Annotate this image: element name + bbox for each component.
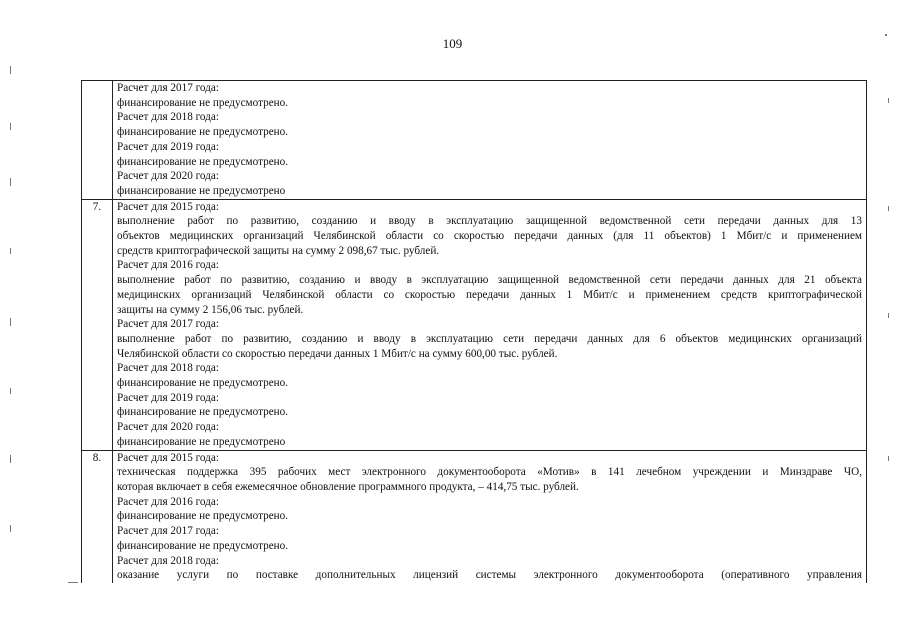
text-line: Расчет для 2018 года: [117, 111, 219, 124]
text-line: Расчет для 2017 года: [117, 318, 219, 331]
text-line: техническая поддержка 395 рабочих мест электронного документооборота «Мотив» в 141 лечебном учреждении и Минздраве ЧО, [117, 466, 862, 479]
text-line: финансирование не предусмотрено. [117, 96, 289, 109]
text-line: оказание услуги по поставке дополнительных лицензий системы электронного документооборота (оперативного управления [117, 569, 862, 582]
scan-margin-mark [888, 206, 889, 211]
text-line: выполнение работ по развитию, созданию и вводу в эксплуатацию защищенной ведомственной сети передачи данных для 21 объекта [117, 274, 862, 287]
text-line: Расчет для 2020 года: [117, 421, 219, 434]
row-number: 7. [82, 199, 113, 450]
scan-margin-mark [10, 123, 11, 130]
text-line: Расчет для 2015 года: [117, 451, 219, 464]
scan-margin-mark [10, 318, 11, 326]
text-line: финансирование не предусмотрено [117, 435, 286, 448]
row-number: 8. [82, 450, 113, 583]
scan-margin-mark [10, 525, 11, 532]
text-line: Расчет для 2016 года: [117, 495, 219, 508]
text-line: финансирование не предусмотрено. [117, 155, 289, 168]
text-line: защиты на сумму 2 156,06 тыс. рублей. [117, 303, 304, 316]
text-line: Расчет для 2019 года: [117, 140, 219, 153]
text-line: Расчет для 2015 года: [117, 200, 219, 213]
text-line: финансирование не предусмотрено [117, 184, 286, 197]
row-description [113, 199, 867, 450]
scan-margin-mark [888, 98, 889, 103]
page-number: 109 [442, 36, 463, 51]
row-description [113, 81, 867, 200]
table-row [82, 81, 867, 200]
scan-margin-mark [10, 66, 11, 74]
scan-margin-mark [885, 34, 887, 36]
scan-margin-mark [68, 582, 78, 583]
text-line: выполнение работ по развитию, созданию и вводу в эксплуатацию сети передачи данных для 6 объектов медицинских организаций [117, 332, 862, 345]
table-row [82, 450, 867, 583]
text-line: Челябинской области со скоростью передачи данных 1 Мбит/с на сумму 600,00 тыс. рублей. [117, 347, 558, 360]
scan-margin-mark [10, 178, 11, 186]
text-line: Расчет для 2020 года: [117, 170, 219, 183]
text-line: Расчет для 2016 года: [117, 259, 219, 272]
scan-margin-mark [888, 456, 889, 461]
budget-calculation-table [81, 80, 867, 583]
scan-margin-mark [10, 455, 11, 463]
text-line: финансирование не предусмотрено. [117, 377, 289, 390]
text-line: объектов медицинских организаций Челябинской области со скоростью передачи данных (для 11 объектов) 1 Мбит/с и применением [117, 230, 862, 243]
text-line: Расчет для 2018 года: [117, 362, 219, 375]
scan-margin-mark [10, 388, 11, 394]
text-line: финансирование не предусмотрено. [117, 539, 289, 552]
text-line: Расчет для 2017 года: [117, 82, 219, 94]
text-line: выполнение работ по развитию, созданию и вводу в эксплуатацию защищенной ведомственной сети передачи данных для 13 [117, 215, 862, 228]
text-line: средств криптографической защиты на сумму 2 098,67 тыс. рублей. [117, 244, 440, 257]
row-description [113, 450, 867, 583]
scan-margin-mark [888, 313, 889, 318]
text-line: финансирование не предусмотрено. [117, 406, 289, 419]
text-line: Расчет для 2018 года: [117, 554, 219, 567]
scan-margin-mark [10, 248, 11, 254]
row-number [82, 81, 113, 200]
text-line: Расчет для 2019 года: [117, 391, 219, 404]
text-line: Расчет для 2017 года: [117, 525, 219, 538]
table-row [82, 199, 867, 450]
text-line: медицинских организаций Челябинской области со скоростью передачи данных 1 Мбит/с и применением средств криптографической [117, 288, 862, 301]
text-line: финансирование не предусмотрено. [117, 510, 289, 523]
text-line: которая включает в себя ежемесячное обновление программного продукта, – 414,75 тыс. рублей. [117, 480, 579, 493]
text-line: финансирование не предусмотрено. [117, 126, 289, 139]
